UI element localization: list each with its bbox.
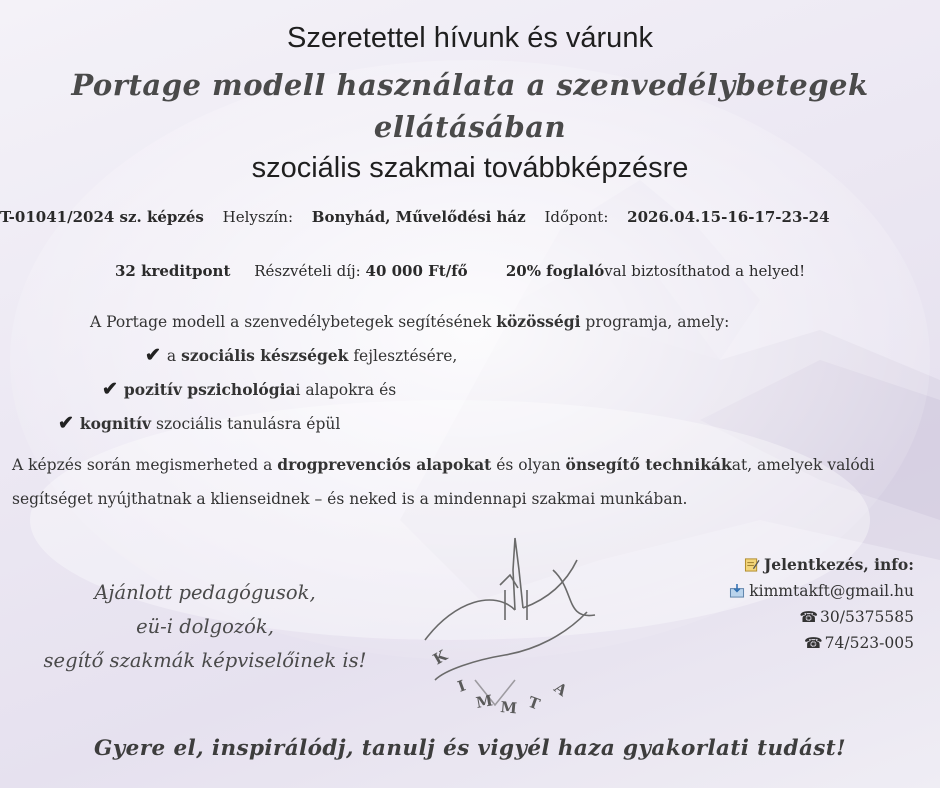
check-item [102, 378, 396, 400]
phone-number[interactable]: 74/523-005 [824, 634, 914, 652]
recommend-line: eü-i dolgozók, [136, 615, 274, 638]
contact-heading-text: Jelentkezés, info: [763, 555, 914, 574]
contact-heading [729, 552, 914, 578]
course-subtitle: szociális szakmai továbbképzésre [251, 152, 689, 184]
desc-bold: drogprevenciós alapokat [277, 455, 492, 474]
date-value: 2026.04.15-16-17-23-24 [627, 208, 830, 226]
check-bold: szociális készségek [181, 346, 349, 365]
location-value: Bonyhád, Művelődési ház [311, 208, 526, 226]
description [12, 448, 932, 516]
location-label: Helyszín: [222, 208, 294, 226]
memo-icon [744, 557, 760, 572]
greeting-heading: Szeretettel hívunk és várunk [287, 22, 653, 54]
desc-bold: önsegítő technikák [565, 455, 732, 474]
contact-phone-2[interactable] [729, 630, 914, 656]
recommendation [40, 576, 370, 678]
course-id: T-01041/2024 sz. képzés [0, 208, 204, 226]
logo-letter: M [474, 691, 495, 712]
intro-before: A Portage modell a szenvedélybetegek segítésének [90, 313, 497, 331]
date [544, 208, 829, 226]
check-icon: ✔ [58, 412, 74, 434]
deposit-rest: val biztosíthatod a helyed! [604, 262, 806, 280]
check-after: fejlesztésére, [348, 347, 458, 365]
email-link[interactable]: kimmtakft@gmail.hu [749, 582, 914, 600]
check-after: i alapokra és [295, 381, 397, 399]
recommend-line: segítő szakmák képviselőinek is! [43, 649, 367, 672]
deposit-bold: 20% foglaló [505, 262, 605, 280]
info-row-1 [0, 208, 940, 226]
phone-number[interactable]: 30/5375585 [820, 608, 914, 626]
credits: 32 kreditpont [115, 262, 231, 280]
date-label: Időpont: [544, 208, 609, 226]
check-icon: ✔ [102, 378, 118, 400]
fee-label: Részvételi díj: [254, 262, 361, 280]
intro-bold: közösségi [496, 312, 581, 331]
fee-value: 40 000 Ft/fő [365, 262, 468, 280]
slogan: Gyere el, inspirálódj, tanulj és vigyél haza gyakorlati tudást! [94, 736, 846, 761]
inbox-tray-icon [729, 583, 745, 598]
check-item [145, 344, 457, 366]
desc-text: A képzés során megismerheted a [12, 456, 278, 474]
check-bold: pozitív pszichológia [123, 380, 296, 399]
intro-text [90, 312, 729, 331]
check-item [58, 412, 340, 434]
kimmta-logo [415, 530, 605, 735]
check-icon: ✔ [145, 344, 161, 366]
logo-letter: K [430, 646, 451, 669]
desc-text: at, amelyek valódi segítséget nyújthatnak a klienseidnek – és neked is a mindennapi szakmai munkában. [12, 456, 875, 508]
logo-letter: A [550, 678, 571, 700]
course-title: Portage modell használata a szenvedélybetegek ellátásában [71, 68, 869, 144]
logo-letter: T [525, 692, 543, 714]
logo-letter: I [455, 676, 468, 696]
check-before: a [166, 347, 182, 365]
phone-icon: ☎ [799, 608, 819, 626]
contact-email[interactable] [729, 578, 914, 604]
logo-letter: M [499, 698, 518, 718]
check-bold: kognitív [79, 414, 152, 433]
location [223, 208, 526, 226]
contact-box [729, 552, 914, 656]
intro-after: programja, amely: [580, 313, 730, 331]
desc-text: és olyan [491, 456, 566, 474]
contact-phone-1[interactable] [729, 604, 914, 630]
recommend-line: Ajánlott pedagógusok, [94, 581, 316, 604]
info-row-2 [115, 262, 940, 280]
check-after: szociális tanulásra épül [151, 415, 341, 433]
phone-icon: ☎ [803, 634, 823, 652]
